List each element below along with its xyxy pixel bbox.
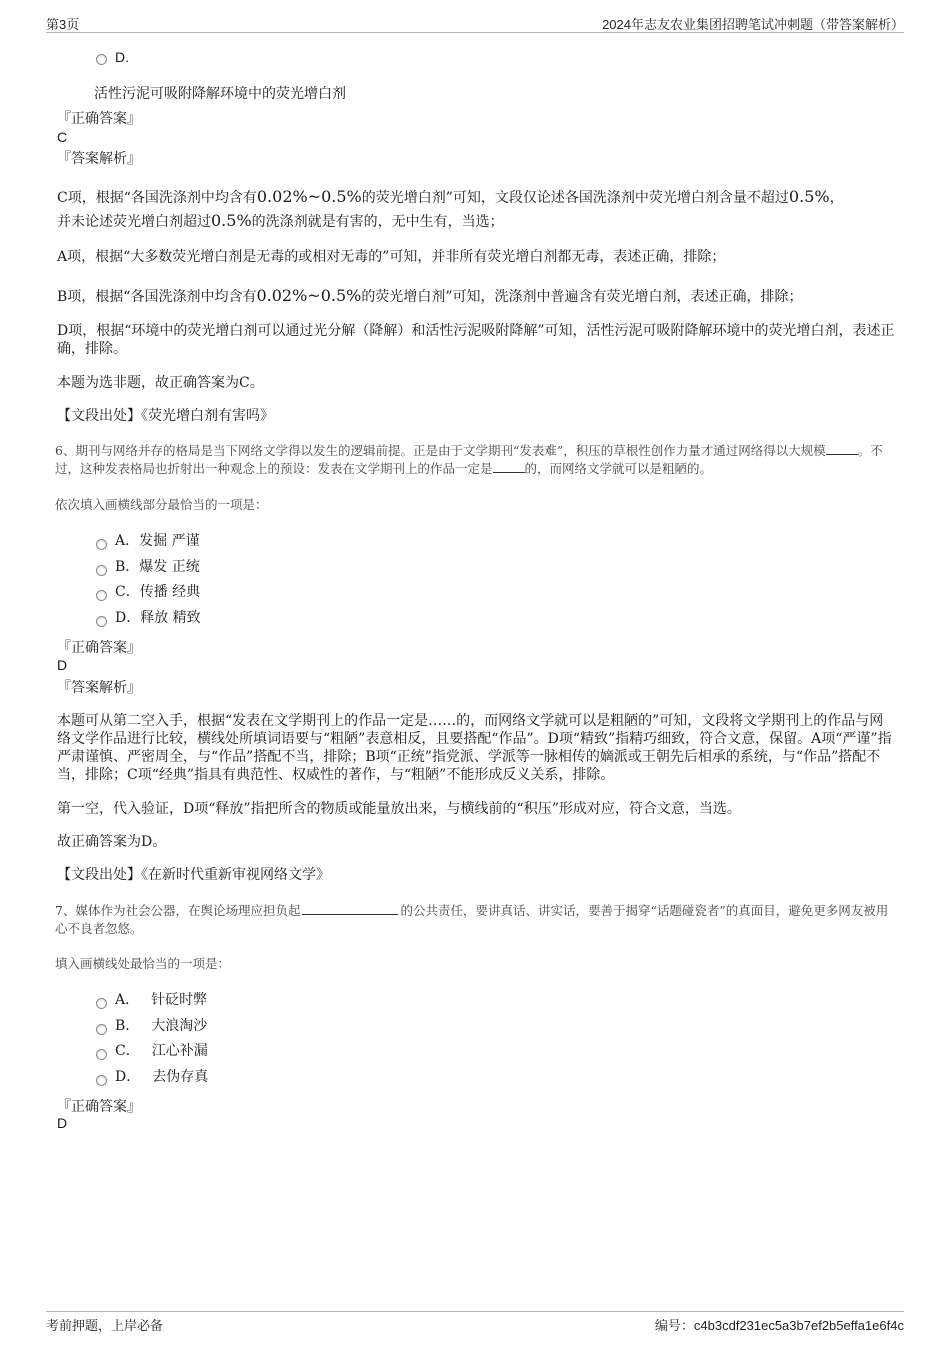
q5-analysis-c-text2: 的荧光增白剂”可知，文段仅论述各国洗涤剂中荧光增白剂含量不超过 — [361, 190, 789, 206]
q7-prompt: 填入画横线处最恰当的一项是： — [55, 956, 231, 971]
q7-option-c-text: 江心补漏 — [151, 1043, 208, 1059]
q5-option-d-radio[interactable] — [96, 54, 107, 65]
q6-option-a-text: 发掘 严谨 — [139, 533, 200, 549]
q7-option-b-radio[interactable] — [96, 1024, 107, 1035]
q7-option-d-radio[interactable] — [96, 1075, 107, 1086]
q6-option-d-text: 释放 精致 — [140, 610, 201, 626]
q7-option-c-radio[interactable] — [96, 1049, 107, 1060]
document-title: 2024年志友农业集团招聘笔试冲刺题（带答案解析） — [602, 17, 904, 32]
q6-option-a-letter: A． — [115, 533, 140, 549]
q7-answer: D — [57, 1115, 68, 1131]
q5-analysis-a: A项，根据“大多数荧光增白剂是无毒的或相对无毒的”可知，并非所有荧光增白剂都无毒，表述正确，排除； — [57, 249, 726, 265]
q5-analysis-c-formula1: 0.02%~0.5% — [256, 187, 362, 206]
q5-analysis-b-text1: B项，根据“各国洗涤剂中均含有 — [57, 289, 257, 305]
q6-prompt: 依次填入画横线部分最恰当的一项是： — [55, 497, 268, 512]
q6-analysis-1: 本题可从第二空入手，根据“发表在文学期刊上的作品一定是……的，而网络文学就可以是粗陋的”可知，文段将文学期刊上的作品与网络文学作品进行比较，横线处所填词语要与“粗陋”表意相反，且要搭配“作品”。D项“精致”指精巧细致，符合文意，保留。A项“严谨”指严肃谨慎、严密周全，与“作品”搭配不当，排除；B项“正统”指党派、学派等一脉相传的嫡派或王朝先后相承的系统，与“作品”搭配不当，排除；C项“经典”指具有典范性、权威性的著作，与“粗陋”不能形成反义关系，排除。 — [57, 713, 892, 783]
q5-answer-label: 『正确答案』 — [57, 111, 141, 127]
q6-option-c[interactable] — [115, 583, 200, 601]
q6-option-c-letter: C． — [115, 584, 140, 600]
q5-option-d-label: D. — [115, 49, 129, 65]
q6-stem-text2: 。不过，这种发表格局也折射出一种观念上的预设：发表在文学期刊上的作品一定是 — [55, 443, 883, 476]
q6-option-b[interactable] — [115, 558, 200, 576]
q5-analysis-c-formula2: 0.5% — [788, 187, 830, 206]
q7-answer-label: 『正确答案』 — [57, 1099, 141, 1115]
q7-option-c[interactable] — [115, 1042, 208, 1060]
q7-option-d-letter: D． — [115, 1069, 141, 1085]
q5-conclusion: 本题为选非题，故正确答案为C。 — [57, 375, 264, 391]
q7-option-d[interactable] — [115, 1068, 208, 1086]
q7-option-b[interactable] — [115, 1017, 207, 1035]
q5-analysis-c-line2 — [57, 212, 504, 231]
q6-stem-text3: 的，而网络文学就可以是粗陋的。 — [524, 461, 713, 476]
q7-option-a-radio[interactable] — [96, 998, 107, 1009]
q5-option-d-text: 活性污泥可吸附降解环境中的荧光增白剂 — [94, 86, 346, 102]
q7-option-b-text: 大浪淘沙 — [151, 1018, 208, 1034]
q7-stem-text1: 7、媒体作为社会公器，在舆论场理应担负起 — [55, 903, 301, 918]
q5-analysis-label: 『答案解析』 — [57, 151, 141, 167]
q7-option-c-letter: C． — [115, 1043, 140, 1059]
q7-option-a-text: 针砭时弊 — [151, 992, 208, 1008]
q7-stem-text2: 的公共责任，要讲真话、讲实话，要善于揭穿“话题碰瓷者”的真面目，避免更多网友被用心不良者忽悠。 — [55, 903, 889, 936]
q6-option-d-letter: D． — [115, 610, 141, 626]
q7-option-b-letter: B． — [115, 1018, 140, 1034]
q5-analysis-b-text2: 的荧光增白剂”可知，洗涤剂中普遍含有荧光增白剂，表述正确，排除； — [361, 289, 803, 305]
q6-blank-2 — [493, 460, 525, 473]
q5-analysis-c-text5: 的洗涤剂就是有害的，无中生有，当选； — [251, 214, 504, 230]
q6-analysis-2: 第一空，代入验证，D项“释放”指把所含的物质或能量放出来，与横线前的“积压”形成对应，符合文意，当选。 — [57, 801, 741, 817]
q6-blank-1 — [826, 442, 858, 455]
q6-answer-label: 『正确答案』 — [57, 640, 141, 656]
q5-analysis-c-text3: ， — [829, 190, 844, 206]
q5-analysis-c-text1: C项，根据“各国洗涤剂中均含有 — [57, 190, 257, 206]
q7-option-d-text: 去伪存真 — [152, 1069, 209, 1085]
q6-option-d-radio[interactable] — [96, 616, 107, 627]
q5-analysis-b — [57, 287, 803, 306]
q5-analysis-c-line1 — [57, 188, 844, 207]
q6-stem-text1: 6、期刊与网络并存的格局是当下网络文学得以发生的逻辑前提。正是由于文学期刊“发表难”，积压的草根性创作力量才通过网络得以大规模 — [55, 443, 826, 458]
q5-analysis-b-formula: 0.02%~0.5% — [256, 286, 362, 305]
q7-blank — [302, 902, 398, 915]
q6-option-c-text: 传播 经典 — [139, 584, 201, 600]
q6-option-d[interactable] — [115, 609, 201, 627]
q5-source: 【文段出处】《荧光增白剂有害吗》 — [57, 408, 274, 424]
footer-divider — [46, 1311, 904, 1312]
q5-analysis-c-text4: 并未论述荧光增白剂超过 — [57, 214, 211, 230]
q5-analysis-d: D项，根据“环境中的荧光增白剂可以通过光分解（降解）和活性污泥吸附降解”可知，活性污泥可吸附降解环境中的荧光增白剂，表述正确，排除。 — [57, 323, 895, 357]
q6-source: 【文段出处】《在新时代重新审视网络文学》 — [57, 867, 330, 883]
q6-option-b-radio[interactable] — [96, 565, 107, 576]
q6-option-b-letter: B． — [115, 559, 140, 575]
q6-option-a-radio[interactable] — [96, 539, 107, 550]
q6-stem — [55, 442, 895, 478]
q6-option-c-radio[interactable] — [96, 590, 107, 601]
header-divider — [46, 32, 904, 33]
q5-analysis-c-formula3: 0.5% — [211, 211, 252, 230]
q6-answer: D — [57, 657, 68, 673]
q6-option-b-text: 爆发 正统 — [139, 559, 200, 575]
q6-option-a[interactable] — [115, 532, 200, 550]
q7-option-a-letter: A． — [115, 992, 140, 1008]
q7-option-a[interactable] — [115, 991, 207, 1009]
page-number: 第3页 — [46, 17, 80, 32]
footer-slogan: 考前押题，上岸必备 — [46, 1318, 164, 1333]
footer-code: 编号：c4b3cdf231ec5a3b7ef2b5effa1e6f4c — [654, 1318, 904, 1333]
q7-stem — [55, 902, 900, 938]
q6-analysis-label: 『答案解析』 — [57, 680, 141, 696]
q6-conclusion: 故正确答案为D。 — [57, 834, 167, 850]
q5-answer: C — [57, 129, 68, 145]
